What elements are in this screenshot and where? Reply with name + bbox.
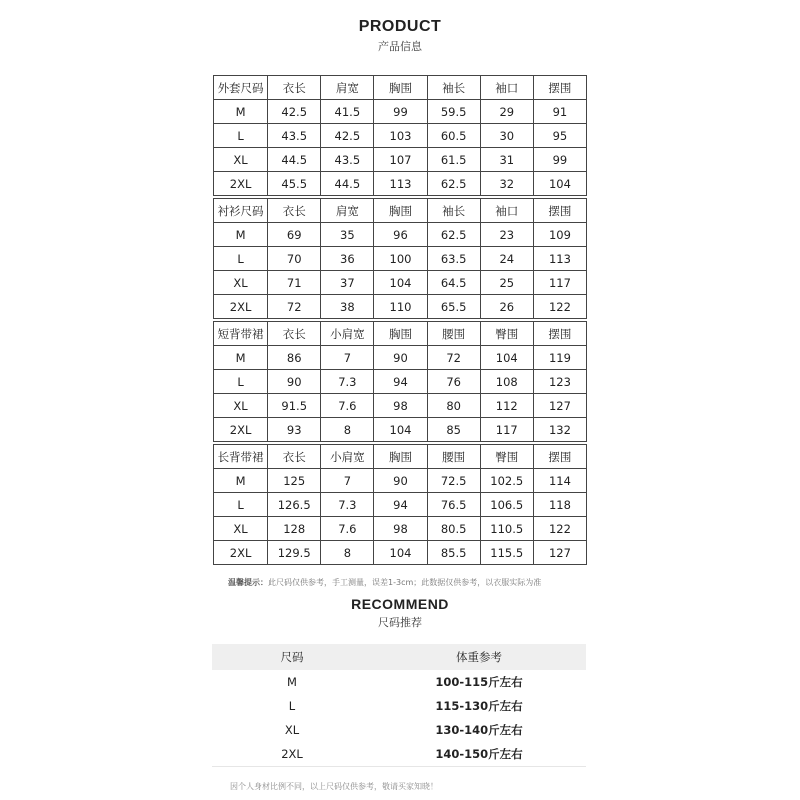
table-cell: 127 [533,541,586,565]
table-cell: 85.5 [427,541,480,565]
recommend-weight: 130-140斤左右 [435,723,523,737]
table-cell: 125 [268,469,321,493]
table-cell: 115.5 [480,541,533,565]
note-text: 此尺码仅供参考，手工测量，误差1-3cm；此数据仅供参考，以衣服实际为准 [268,578,542,587]
table-cell: 69 [268,223,321,247]
table-row [214,100,587,124]
table-cell: 60.5 [427,124,480,148]
recommend-size: XL [284,723,300,737]
table-cell: M [214,346,268,370]
table-cell: 132 [533,418,586,442]
table-cell: 80.5 [427,517,480,541]
table-cell: 94 [374,370,427,394]
table-cell: 25 [480,271,533,295]
table-cell: 42.5 [268,100,321,124]
table-cell: 100 [374,247,427,271]
table-cell: 96 [374,223,427,247]
table-cell: 91.5 [268,394,321,418]
table-row [214,517,587,541]
table-cell: 44.5 [268,148,321,172]
recommend-row [212,694,586,718]
table-cell: 95 [533,124,586,148]
recommend-header-row [212,644,586,670]
table-row [214,148,587,172]
table-header-cell: 臀围 [480,445,533,469]
table-header-cell: 胸围 [374,445,427,469]
table-cell: 85 [427,418,480,442]
table-row [214,172,587,196]
long-pinafore-size-table [213,444,587,565]
table-cell: 117 [480,418,533,442]
table-header-cell: 袖口 [480,199,533,223]
table-header-cell: 摆围 [533,322,586,346]
table-cell: 104 [533,172,586,196]
table-cell: 2XL [214,295,268,319]
table-cell: 7 [321,346,374,370]
table-cell: 59.5 [427,100,480,124]
table-cell: 102.5 [480,469,533,493]
table-header-cell: 小肩宽 [321,445,374,469]
table-cell: 99 [533,148,586,172]
table-cell: 71 [268,271,321,295]
table-cell: 64.5 [427,271,480,295]
table-cell: 43.5 [321,148,374,172]
table-row [214,295,587,319]
table-row [214,493,587,517]
table-row [214,271,587,295]
table-cell: 80 [427,394,480,418]
table-cell: L [214,124,268,148]
table-cell: 26 [480,295,533,319]
table-cell: 128 [268,517,321,541]
table-cell: 126.5 [268,493,321,517]
recommend-weight: 115-130斤左右 [435,699,523,713]
table-row [214,418,587,442]
table-cell: L [214,493,268,517]
recommend-size: M [287,675,297,689]
table-cell: L [214,247,268,271]
table-header-cell: 衣长 [268,76,321,100]
table-cell: 70 [268,247,321,271]
table-cell: 104 [480,346,533,370]
table-cell: 123 [533,370,586,394]
table-cell: 104 [374,271,427,295]
note-label: 温馨提示： [228,578,268,587]
table-cell: 35 [321,223,374,247]
table-cell: 38 [321,295,374,319]
table-header-row [214,199,587,223]
table-header-cell: 外套尺码 [214,76,268,100]
table-cell: 43.5 [268,124,321,148]
table-cell: 41.5 [321,100,374,124]
table-cell: 108 [480,370,533,394]
table-header-cell: 胸围 [374,76,427,100]
table-header-cell: 小肩宽 [321,322,374,346]
table-cell: 93 [268,418,321,442]
table-cell: 113 [533,247,586,271]
table-row [214,394,587,418]
table-cell: 98 [374,517,427,541]
table-cell: 113 [374,172,427,196]
table-cell: 72 [427,346,480,370]
table-header-cell: 衣长 [268,322,321,346]
recommend-size: L [288,699,296,713]
table-cell: 122 [533,295,586,319]
table-header-cell: 肩宽 [321,199,374,223]
table-cell: 98 [374,394,427,418]
table-cell: 32 [480,172,533,196]
recommend-weight: 100-115斤左右 [435,675,523,689]
table-cell: 117 [533,271,586,295]
table-cell: 72.5 [427,469,480,493]
table-cell: 8 [321,541,374,565]
table-header-cell: 胸围 [374,322,427,346]
table-cell: 114 [533,469,586,493]
table-cell: 23 [480,223,533,247]
table-row [214,370,587,394]
table-header-cell: 衬衫尺码 [214,199,268,223]
table-cell: 112 [480,394,533,418]
table-row [214,541,587,565]
recommend-header-cell: 体重参考 [372,644,586,670]
table-cell: 104 [374,541,427,565]
table-cell: 76.5 [427,493,480,517]
table-cell: 63.5 [427,247,480,271]
table-cell: XL [214,271,268,295]
table-header-cell: 肩宽 [321,76,374,100]
table-cell: 86 [268,346,321,370]
table-cell: 90 [374,346,427,370]
table-cell: 127 [533,394,586,418]
footer-note: 因个人身材比例不同，以上尺码仅供参考，敬请买家知晓！ [230,782,438,791]
recommend-table [212,644,586,767]
table-header-cell: 袖长 [427,199,480,223]
table-row [214,247,587,271]
recommend-weight: 140-150斤左右 [372,742,586,767]
table-cell: 72 [268,295,321,319]
measurement-note [228,577,541,588]
table-cell: 109 [533,223,586,247]
table-cell: 42.5 [321,124,374,148]
table-row [214,469,587,493]
recommend-subtitle: 尺码推荐 [378,616,422,629]
table-cell: 103 [374,124,427,148]
table-cell: 90 [374,469,427,493]
table-header-cell: 摆围 [533,199,586,223]
table-cell: 37 [321,271,374,295]
table-cell: 129.5 [268,541,321,565]
recommend-row [212,670,586,694]
table-header-cell: 臀围 [480,322,533,346]
table-cell: 122 [533,517,586,541]
recommend-row [212,718,586,742]
table-cell: 106.5 [480,493,533,517]
table-cell: 7.3 [321,370,374,394]
table-cell: 65.5 [427,295,480,319]
table-cell: 119 [533,346,586,370]
table-header-cell: 袖长 [427,76,480,100]
table-cell: 62.5 [427,223,480,247]
table-cell: 99 [374,100,427,124]
jacket-size-table [213,75,587,196]
table-cell: 110.5 [480,517,533,541]
table-row [214,346,587,370]
table-cell: 44.5 [321,172,374,196]
table-cell: 2XL [214,418,268,442]
table-cell: 29 [480,100,533,124]
table-cell: 104 [374,418,427,442]
table-header-cell: 摆围 [533,76,586,100]
table-cell: 110 [374,295,427,319]
recommend-row [212,742,586,767]
table-cell: XL [214,394,268,418]
short-pinafore-size-table [213,321,587,442]
table-header-cell: 衣长 [268,199,321,223]
table-header-cell: 短背带裙 [214,322,268,346]
table-header-cell: 长背带裙 [214,445,268,469]
table-cell: 7.6 [321,517,374,541]
table-cell: 30 [480,124,533,148]
table-header-cell: 腰围 [427,445,480,469]
table-header-cell: 袖口 [480,76,533,100]
table-header-cell: 腰围 [427,322,480,346]
table-cell: 118 [533,493,586,517]
table-cell: M [214,223,268,247]
recommend-title: RECOMMEND [351,596,449,612]
table-cell: M [214,100,268,124]
table-cell: XL [214,148,268,172]
product-subtitle: 产品信息 [378,40,422,53]
table-header-row [214,76,587,100]
recommend-size: 2XL [212,742,372,767]
table-cell: 8 [321,418,374,442]
table-header-cell: 摆围 [533,445,586,469]
table-cell: 7 [321,469,374,493]
table-cell: 90 [268,370,321,394]
table-header-row [214,322,587,346]
table-cell: L [214,370,268,394]
table-cell: 24 [480,247,533,271]
table-cell: 91 [533,100,586,124]
table-cell: 61.5 [427,148,480,172]
table-header-cell: 衣长 [268,445,321,469]
table-header-row [214,445,587,469]
recommend-header-cell: 尺码 [212,644,372,670]
shirt-size-table [213,198,587,319]
product-title: PRODUCT [358,18,442,35]
table-row [214,124,587,148]
table-header-cell: 胸围 [374,199,427,223]
table-cell: 107 [374,148,427,172]
table-cell: 76 [427,370,480,394]
table-cell: 2XL [214,541,268,565]
table-cell: 2XL [214,172,268,196]
table-cell: 7.3 [321,493,374,517]
table-cell: 7.6 [321,394,374,418]
table-row [214,223,587,247]
table-cell: 62.5 [427,172,480,196]
table-cell: 45.5 [268,172,321,196]
table-cell: 94 [374,493,427,517]
table-cell: XL [214,517,268,541]
table-cell: 36 [321,247,374,271]
table-cell: M [214,469,268,493]
table-cell: 31 [480,148,533,172]
